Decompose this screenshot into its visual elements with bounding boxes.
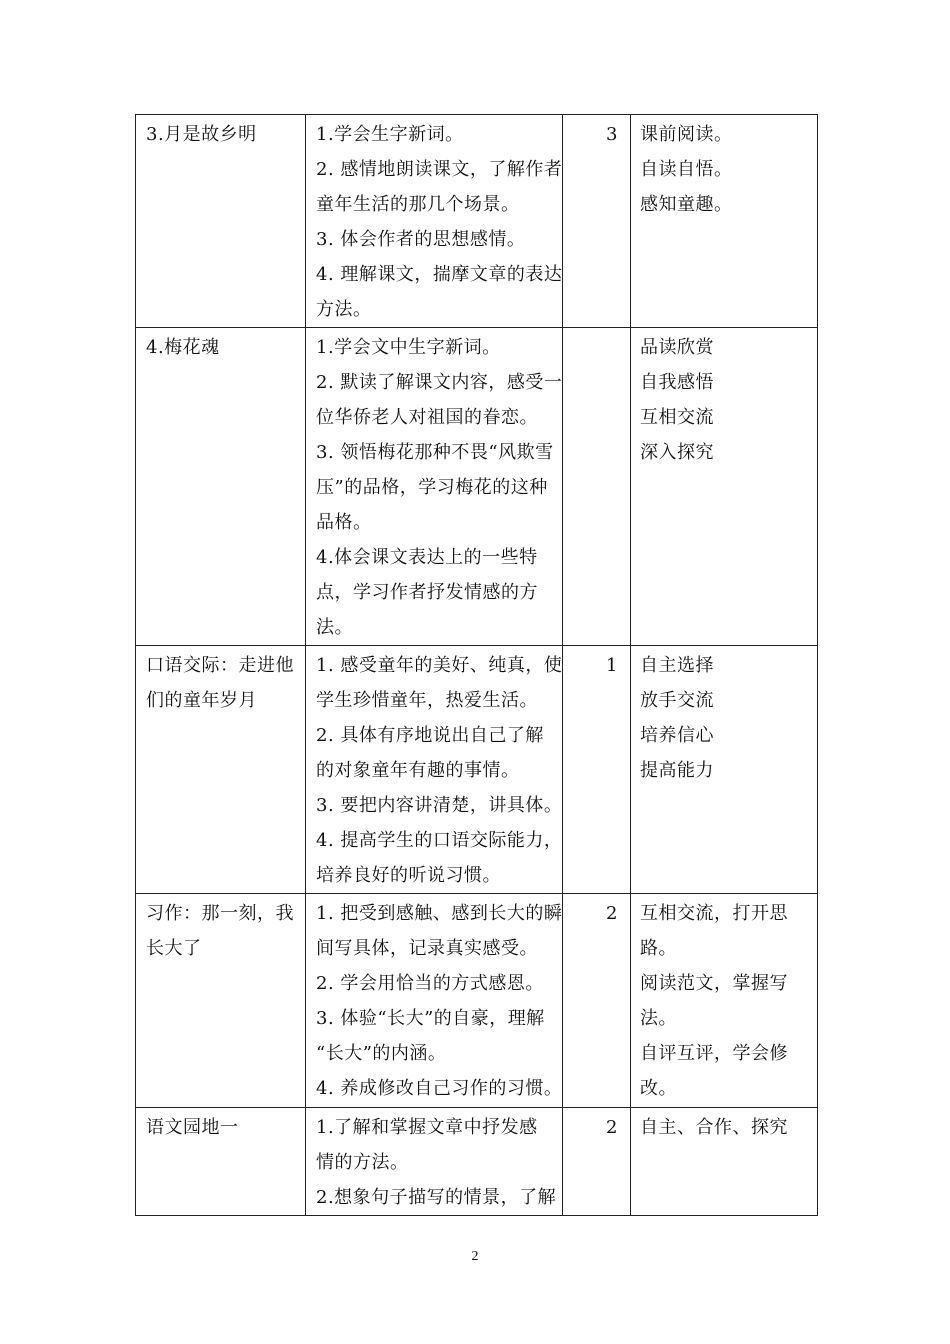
class-hours-cell-value: 3 (606, 124, 618, 145)
class-hours-cell-value: 1 (606, 655, 618, 676)
teaching-method-cell-line: 培养信心 (640, 725, 714, 746)
teaching-goals-cell-line: 4. 养成修改自己习作的习惯。 (316, 1078, 563, 1099)
teaching-goals-cell (306, 894, 563, 1108)
teaching-goals-cell-line: 2.想象句子描写的情景，了解 (316, 1187, 557, 1208)
teaching-goals-cell-line: 3. 要把内容讲清楚，讲具体。 (316, 795, 563, 816)
teaching-method-cell-line: 自主选择 (640, 655, 714, 676)
class-hours-cell (563, 328, 631, 646)
teaching-goals-cell-line: 情的方法。 (316, 1152, 409, 1173)
teaching-goals-cell-line: 方法。 (316, 299, 372, 320)
table-row (136, 646, 818, 894)
lesson-title-cell (136, 115, 306, 328)
teaching-method-cell-line: 课前阅读。 (640, 124, 733, 145)
teaching-goals-cell-line: 2. 具体有序地说出自己了解 (316, 725, 544, 746)
teaching-method-cell (631, 115, 818, 328)
teaching-goals-cell-line: 1.学会生字新词。 (316, 124, 464, 145)
table-row (136, 894, 818, 1108)
class-hours-cell-value: 2 (606, 903, 618, 924)
teaching-method-cell-line: 感知童趣。 (640, 194, 733, 215)
teaching-method-cell-line: 自我感悟 (640, 372, 714, 393)
teaching-method-cell (631, 646, 818, 894)
teaching-goals-cell-line: 2. 默读了解课文内容，感受一 (316, 372, 563, 393)
table-row (136, 115, 818, 328)
teaching-goals-cell-line: 1.学会文中生字新词。 (316, 337, 501, 358)
teaching-goals-cell-line: 4. 提高学生的口语交际能力， (316, 830, 563, 851)
teaching-goals-cell (306, 1108, 563, 1216)
teaching-goals-cell-line: 3. 领悟梅花那种不畏“风欺雪 (316, 442, 554, 463)
lesson-title-cell (136, 1108, 306, 1216)
class-hours-cell-value: 2 (606, 1117, 618, 1138)
lesson-title-cell-line: 4.梅花魂 (146, 337, 220, 358)
teaching-goals-cell-line: 2. 感情地朗读课文，了解作者 (316, 159, 563, 180)
teaching-method-cell-line: 改。 (640, 1078, 677, 1099)
page-number: 2 (471, 1249, 479, 1264)
lesson-title-cell-line: 长大了 (146, 938, 202, 959)
teaching-method-cell-line: 自主、合作、探究 (640, 1117, 788, 1138)
table-row (136, 328, 818, 646)
teaching-goals-cell-line: 2. 学会用恰当的方式感恩。 (316, 973, 544, 994)
class-hours-cell (563, 894, 631, 1108)
teaching-goals-cell-line: 法。 (316, 617, 353, 638)
lesson-title-cell (136, 894, 306, 1108)
lesson-title-cell (136, 646, 306, 894)
teaching-goals-cell-line: 点，学习作者抒发情感的方 (316, 582, 538, 603)
teaching-goals-cell-line: 1. 感受童年的美好、纯真，使 (316, 655, 563, 676)
teaching-goals-cell-line: 1. 把受到感触、感到长大的瞬 (316, 903, 563, 924)
teaching-goals-cell-line: 品格。 (316, 512, 372, 533)
teaching-goals-cell-line: “长大”的内涵。 (316, 1043, 447, 1064)
teaching-method-cell-line: 法。 (640, 1008, 677, 1029)
teaching-method-cell-line: 自读自悟。 (640, 159, 733, 180)
teaching-goals-cell-line: 压”的品格，学习梅花的这种 (316, 477, 548, 498)
teaching-goals-cell-line: 4. 理解课文，揣摩文章的表达 (316, 264, 563, 285)
teaching-method-cell (631, 1108, 818, 1216)
lesson-plan-table (135, 114, 818, 1216)
teaching-method-cell (631, 894, 818, 1108)
lesson-title-cell (136, 328, 306, 646)
teaching-method-cell-line: 放手交流 (640, 690, 714, 711)
teaching-goals-cell-line: 的对象童年有趣的事情。 (316, 760, 520, 781)
teaching-goals-cell (306, 115, 563, 328)
teaching-goals-cell-line: 童年生活的那几个场景。 (316, 194, 520, 215)
teaching-goals-cell-line: 1.了解和掌握文章中抒发感 (316, 1117, 538, 1138)
lesson-title-cell-line: 3.月是故乡明 (146, 124, 257, 145)
lesson-title-cell-line: 们的童年岁月 (146, 690, 257, 711)
table-row (136, 1108, 818, 1216)
teaching-goals-cell-line: 3. 体验“长大”的自豪，理解 (316, 1008, 545, 1029)
teaching-method-cell-line: 深入探究 (640, 442, 714, 463)
teaching-method-cell-line: 自评互评，学会修 (640, 1043, 788, 1064)
teaching-method-cell-line: 互相交流 (640, 407, 714, 428)
teaching-goals-cell-line: 间写具体，记录真实感受。 (316, 938, 538, 959)
teaching-goals-cell (306, 646, 563, 894)
teaching-method-cell-line: 互相交流，打开思 (640, 903, 788, 924)
teaching-method-cell-line: 品读欣赏 (640, 337, 714, 358)
class-hours-cell (563, 115, 631, 328)
class-hours-cell (563, 646, 631, 894)
teaching-goals-cell-line: 位华侨老人对祖国的眷恋。 (316, 407, 538, 428)
teaching-goals-cell-line: 3. 体会作者的思想感情。 (316, 229, 526, 250)
teaching-goals-cell-line: 学生珍惜童年，热爱生活。 (316, 690, 538, 711)
teaching-goals-cell (306, 328, 563, 646)
lesson-title-cell-line: 习作：那一刻，我 (146, 903, 294, 924)
class-hours-cell (563, 1108, 631, 1216)
lesson-title-cell-line: 语文园地一 (146, 1117, 239, 1138)
teaching-method-cell-line: 路。 (640, 938, 677, 959)
teaching-method-cell (631, 328, 818, 646)
teaching-goals-cell-line: 培养良好的听说习惯。 (316, 865, 501, 886)
teaching-goals-cell-line: 4.体会课文表达上的一些特 (316, 547, 538, 568)
teaching-method-cell-line: 阅读范文，掌握写 (640, 973, 788, 994)
lesson-title-cell-line: 口语交际：走进他 (146, 655, 294, 676)
teaching-method-cell-line: 提高能力 (640, 760, 714, 781)
